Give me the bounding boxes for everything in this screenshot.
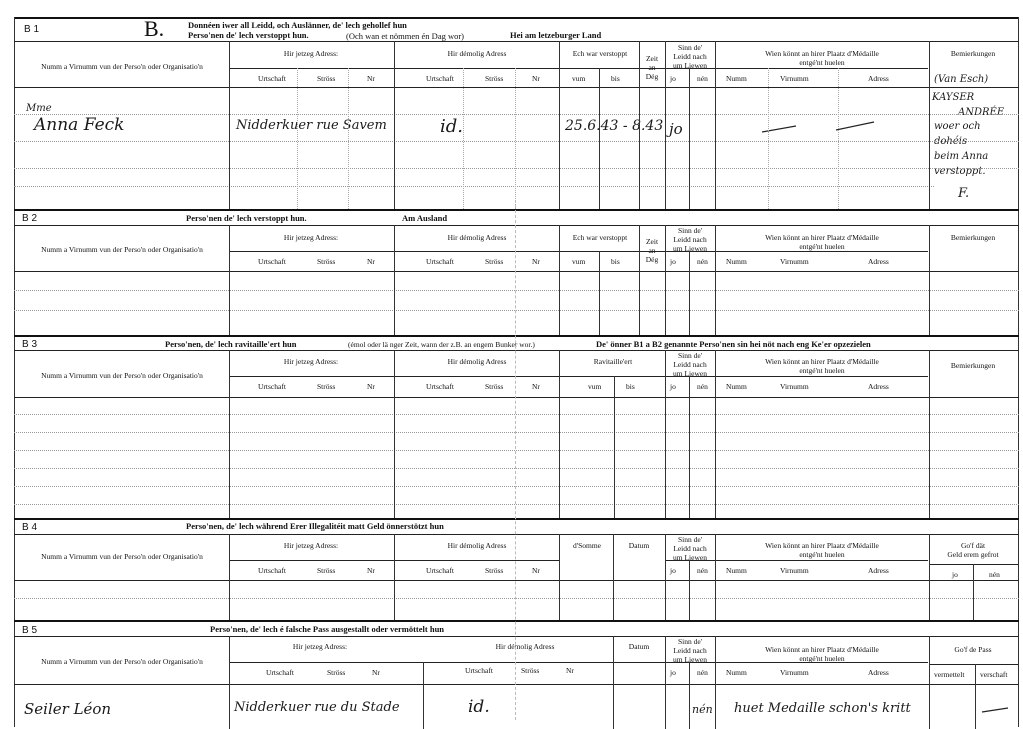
b5-col-pass: Go'f de Pass [954, 645, 992, 654]
b5-col-current: Hir jetzeg Adress: [292, 642, 348, 651]
b3-sub-nr: Nr [367, 382, 375, 391]
b2-sub-to: bis [611, 257, 620, 266]
b1-sub-from: vum [572, 74, 586, 83]
b1-hw-title: Mme [26, 103, 52, 114]
b1-hw-remark4: dohéis [934, 136, 968, 147]
b3-col-sinn: Sinn de' [677, 351, 703, 360]
b5-sub-no: nén [697, 668, 708, 677]
b4-vline [929, 534, 930, 620]
b2-subheader-line2 [666, 251, 928, 252]
b4-vline [229, 534, 230, 620]
b5-hw-no: nén [692, 703, 713, 716]
b1-sub-yes: jo [670, 74, 676, 83]
b3-vline [394, 350, 395, 518]
b4-col-medal: Wien könnt an hirer Plaatz d'Médaille [765, 541, 879, 550]
b5-vline [613, 636, 614, 729]
b2-col-sinn3: um Liewen [673, 244, 707, 253]
b1-vline-dot [838, 68, 839, 209]
b3-row-line [14, 432, 1019, 433]
b3-col-sinn2: Leidd nach [673, 360, 707, 369]
b1-sub-street-f: Ströss [485, 74, 504, 83]
b1-hw-address: Nidderkuer rue Savem [236, 118, 387, 133]
b4-vline [394, 534, 395, 620]
b1-vline [229, 41, 230, 209]
section-code-b2: B 2 [22, 213, 38, 224]
b1-vline-dot [297, 68, 298, 209]
b5-col-date: Datum [628, 642, 650, 651]
b4-col-current: Hir jetzeg Adress: [283, 541, 339, 550]
b3-row-line [14, 450, 1019, 451]
b5-sub-numm: Numm [726, 668, 747, 677]
b5-col-name: Numm a Virnumm vun der Perso'n oder Organisatio'n [41, 657, 203, 666]
b2-sub-place-f: Urtschaft [426, 257, 454, 266]
b5-vline [689, 662, 690, 729]
b5-vline [929, 636, 930, 729]
b1-vline [715, 41, 716, 209]
b1-col-time2: an [648, 63, 656, 72]
b5-sub-verm: vermettelt [934, 670, 965, 679]
b2-vline [229, 225, 230, 335]
b3-col-medal2: entgé'nt huelen [799, 366, 845, 375]
b3-row-line [14, 468, 1019, 469]
b4-title: Perso'nen, de' lech während Erer Illegalitéit matt Geld önnerstötzt hun [186, 521, 444, 531]
b2-top [14, 209, 1019, 211]
b1-vline [689, 68, 690, 209]
b5-col-former: Hir démolig Adress [495, 642, 555, 651]
b4-header-top [14, 534, 1019, 535]
b3-header-top [14, 350, 1019, 351]
b1-col-former: Hir démolig Adress [447, 49, 507, 58]
b3-vline [614, 376, 615, 518]
b4-col-medal2: entgé'nt huelen [799, 550, 845, 559]
b2-sub-nr-f: Nr [532, 257, 540, 266]
b5-header-bottom [14, 684, 1019, 685]
b2-vline [394, 225, 395, 335]
b1-col-medal: Wien könnt an hirer Plaatz d'Médaille [765, 49, 879, 58]
b4-sub-yes: jo [670, 566, 676, 575]
b5-vline [715, 636, 716, 729]
b2-row-line [14, 310, 1019, 311]
b2-vline [689, 251, 690, 335]
b2-sub-adress: Adress [868, 257, 889, 266]
b3-vline [929, 350, 930, 518]
b2-vline [639, 225, 640, 335]
b3-vline [559, 350, 560, 518]
b3-row-line [14, 486, 1019, 487]
b2-vline [665, 225, 666, 335]
center-fold-line [515, 200, 516, 720]
b3-sub-to: bis [626, 382, 635, 391]
b1-col-name: Numm a Virnumm vun der Perso'n oder Organisatio'n [41, 62, 203, 71]
b5-subheader-line2 [666, 662, 928, 663]
b5-sub-yes: jo [670, 668, 676, 677]
b1-vline [394, 41, 395, 209]
b3-sub-street: Ströss [317, 382, 336, 391]
b2-sub-street: Ströss [317, 257, 336, 266]
b2-vline [559, 225, 560, 335]
b4-vline [689, 560, 690, 620]
b3-col-remarks: Bemierkungen [950, 361, 996, 370]
b4-subheader-line3 [930, 564, 1018, 565]
b4-sub-no-gof: nén [989, 570, 1000, 579]
b5-subheader-line [230, 662, 665, 663]
b3-vline [229, 350, 230, 518]
frame-top [14, 17, 1019, 19]
b1-title-line2b: (Och wan et nömmen én Dag wor) [346, 31, 465, 41]
b4-sub-place-f: Urtschaft [426, 566, 454, 575]
b2-col-time3: Dég [645, 255, 659, 264]
b1-hw-sign: F. [958, 186, 970, 201]
b1-hw-name: Anna Feck [34, 115, 125, 135]
b1-col-time3: Dég [645, 72, 659, 81]
b5-sub-street-f: Ströss [521, 666, 540, 675]
b1-row-line [14, 141, 1019, 142]
b1-vline [559, 41, 560, 209]
b1-header-top [14, 41, 1019, 42]
b5-vline [665, 636, 666, 729]
b1-title-line2a: Perso'nen de' lech verstoppt hun. [188, 30, 309, 40]
b3-row-line [14, 504, 1019, 505]
b4-col-gof: Go'f dät [960, 541, 986, 550]
b1-hw-remark2: ANDRÉE [958, 107, 1005, 118]
b5-col-sinn3: um Liewen [673, 655, 707, 664]
b1-col-remarks: Bemierkungen [950, 49, 996, 58]
b2-header-top [14, 225, 1019, 226]
b1-row-line [14, 114, 1019, 115]
b5-sub-place: Urtschaft [266, 668, 294, 677]
b3-subheader-line [230, 376, 665, 377]
b4-col-sinn: Sinn de' [677, 535, 703, 544]
b3-title: Perso'nen, de' lech ravitaille'ert hun [165, 339, 297, 349]
b1-col-sinn2: Leidd nach [673, 52, 707, 61]
b1-sub-place-f: Urtschaft [426, 74, 454, 83]
b2-vline [929, 225, 930, 335]
b2-title-b: Am Ausland [402, 213, 448, 223]
b2-sub-from: vum [572, 257, 586, 266]
b2-sub-virnumm: Virnumm [780, 257, 809, 266]
b3-sub-nr-f: Nr [532, 382, 540, 391]
b4-sub-yes-gof: jo [952, 570, 958, 579]
b3-sub-virnumm: Virnumm [780, 382, 809, 391]
b4-col-sinn3: um Liewen [673, 553, 707, 562]
b2-col-remarks: Bemierkungen [950, 233, 996, 242]
section-code-b4: B 4 [22, 522, 38, 533]
b4-sub-street-f: Ströss [485, 566, 504, 575]
b1-title-line2c: Hei am letzeburger Land [510, 30, 602, 40]
b2-sub-no: nén [697, 257, 708, 266]
section-code-b5: B 5 [22, 625, 38, 636]
b2-col-current: Hir jetzeg Adress: [283, 233, 339, 242]
b5-sub-place-f: Urtschaft [465, 666, 493, 675]
section-letter: B. [144, 16, 165, 41]
b5-subheader-line3 [930, 664, 1018, 665]
b3-top [14, 335, 1019, 337]
b1-sub-adress: Adress [868, 74, 889, 83]
b4-top [14, 518, 1019, 520]
b4-vline [559, 534, 560, 620]
b4-header-bottom [14, 580, 1019, 581]
b1-vline [599, 68, 600, 209]
b4-vline [665, 534, 666, 620]
b3-col-rav: Ravitaille'ert [593, 357, 633, 366]
b2-col-time: Zeit [645, 237, 659, 246]
b3-vline [689, 376, 690, 518]
b4-col-sum: d'Somme [572, 541, 602, 550]
b1-vline-dot [348, 68, 349, 209]
b2-row-line [14, 290, 1019, 291]
b1-col-sinn: Sinn de' [677, 43, 703, 52]
b1-col-medal2: entgé'nt huelen [799, 58, 845, 67]
b1-col-sinn3: um Liewen [673, 61, 707, 70]
b2-title: Perso'nen de' lech verstoppt hun. [186, 213, 307, 223]
b1-sub-nr: Nr [367, 74, 375, 83]
section-code-b1: B 1 [24, 24, 40, 35]
b1-sub-no: nén [697, 74, 708, 83]
b2-col-time2: an [648, 246, 656, 255]
b3-col-sinn3: um Liewen [673, 369, 707, 378]
b1-vline-dot [515, 68, 516, 209]
section-code-b3: B 3 [22, 339, 38, 350]
b4-subheader-line [230, 560, 560, 561]
b3-vline [715, 350, 716, 518]
b3-sub-adress: Adress [868, 382, 889, 391]
b5-sub-street: Ströss [327, 668, 346, 677]
b4-col-sinn2: Leidd nach [673, 544, 707, 553]
b5-sub-versch: verschaft [980, 670, 1008, 679]
b2-vline [599, 251, 600, 335]
b1-sub-virnumm: Virnumm [780, 74, 809, 83]
b4-vline [973, 564, 974, 620]
b2-sub-nr: Nr [367, 257, 375, 266]
b1-hw-dates: 25.6.43 - 8.43 [565, 118, 664, 134]
b1-col-current: Hir jetzeg Adress: [283, 49, 339, 58]
b1-col-hidden: Ech war verstoppt [572, 49, 628, 58]
b4-col-gof2: Geld erem gefrot [947, 550, 999, 559]
b5-col-medal: Wien könnt an hirer Plaatz d'Médaille [765, 645, 879, 654]
b1-vline [665, 41, 666, 209]
b4-sub-place: Urtschaft [258, 566, 286, 575]
b1-sub-nr-f: Nr [532, 74, 540, 83]
b2-sub-numm: Numm [726, 257, 747, 266]
b1-col-time: Zeit [645, 54, 659, 63]
b2-col-sinn: Sinn de' [677, 226, 703, 235]
b5-sub-nr-f: Nr [566, 666, 574, 675]
b4-col-former: Hir démolig Adress [447, 541, 507, 550]
b4-vline [613, 534, 614, 620]
b1-hw-remark5: beim Anna [934, 151, 989, 162]
b3-row-line [14, 414, 1019, 415]
b3-col-name: Numm a Virnumm vun der Perso'n oder Organisatio'n [41, 371, 203, 380]
b3-sub-place-f: Urtschaft [426, 382, 454, 391]
b1-vline [639, 41, 640, 209]
b1-sub-place: Urtschaft [258, 74, 286, 83]
b5-top [14, 620, 1019, 622]
b2-sub-place: Urtschaft [258, 257, 286, 266]
b2-col-medal2: entgé'nt huelen [799, 242, 845, 251]
b5-col-sinn: Sinn de' [677, 637, 703, 646]
b1-row-line [14, 186, 934, 187]
b4-col-name: Numm a Virnumm vun der Perso'n oder Organisatio'n [41, 552, 203, 561]
b5-header-top [14, 636, 1019, 637]
b5-hw-name: Seiler Léon [24, 700, 112, 718]
b5-col-sinn2: Leidd nach [673, 646, 707, 655]
b3-col-current: Hir jetzeg Adress: [283, 357, 339, 366]
b4-col-date: Datum [628, 541, 650, 550]
b4-vline [715, 534, 716, 620]
b5-title: Perso'nen, de' lech é falsche Pass ausgestallt oder vermöttelt hun [210, 624, 445, 634]
b3-header-bottom [14, 397, 1019, 398]
b1-row-line [14, 168, 1019, 169]
b3-sub-yes: jo [670, 382, 676, 391]
b1-hw-remark0: (Van Esch) [934, 74, 989, 85]
b2-col-sinn2: Leidd nach [673, 235, 707, 244]
b3-subheader-line2 [666, 376, 928, 377]
b3-col-medal: Wien könnt an hirer Plaatz d'Médaille [765, 357, 879, 366]
b2-col-name: Numm a Virnumm vun der Perso'n oder Organisatio'n [41, 245, 203, 254]
b5-col-medal2: entgé'nt huelen [799, 654, 845, 663]
b4-sub-numm: Numm [726, 566, 747, 575]
b1-hw-remark6: verstoppt. [934, 166, 986, 177]
b4-sub-adress: Adress [868, 566, 889, 575]
b4-row-line [14, 598, 1019, 599]
b1-hw-former: id. [440, 116, 464, 137]
b5-hw-medal: huet Medaille schon's kritt [734, 701, 911, 716]
b1-vline-dot [768, 68, 769, 209]
b5-hw-address: Nidderkuer rue du Stade [234, 700, 400, 715]
b5-hw-former: id. [468, 697, 490, 717]
b3-sub-street-f: Ströss [485, 382, 504, 391]
b1-hw-yes: jo [669, 120, 683, 138]
b3-sub-from: vum [588, 382, 602, 391]
b1-vline-dot [463, 68, 464, 209]
b1-hw-remark3: woer och [934, 121, 981, 132]
b2-sub-street-f: Ströss [485, 257, 504, 266]
b3-vline [665, 350, 666, 518]
b4-sub-virnumm: Virnumm [780, 566, 809, 575]
b1-vline [929, 41, 930, 209]
b4-sub-nr: Nr [367, 566, 375, 575]
b2-sub-yes: jo [670, 257, 676, 266]
b4-sub-street: Ströss [317, 566, 336, 575]
b5-hw-tick-mark [978, 702, 1014, 718]
b5-sub-virnumm: Virnumm [780, 668, 809, 677]
b3-title-b: (émol oder lä nger Zeit, wann der z.B. an engem Bunker wor.) [348, 340, 535, 349]
b5-sub-nr: Nr [372, 668, 380, 677]
b5-sub-adress: Adress [868, 668, 889, 677]
b3-title-c: De' önner B1 a B2 genannte Perso'nen sin hei nöt nach eng Ke'er opzezielen [596, 339, 871, 349]
b1-sub-numm: Numm [726, 74, 747, 83]
b1-sub-street: Ströss [317, 74, 336, 83]
b2-col-medal: Wien könnt an hirer Plaatz d'Médaille [765, 233, 879, 242]
b2-col-former: Hir démolig Adress [447, 233, 507, 242]
b1-hw-remark1: KAYSER [932, 92, 975, 103]
b1-hw-medal-tick-marks [756, 118, 886, 140]
b1-title-line1: Donnéen iwer all Leidd, och Auslänner, de' lech gehollef hun [188, 20, 407, 30]
b3-sub-place: Urtschaft [258, 382, 286, 391]
b5-vline [975, 664, 976, 729]
b1-sub-to: bis [611, 74, 620, 83]
b5-vline [229, 636, 230, 729]
b1-subheader-line2 [666, 68, 928, 69]
b5-vline [423, 662, 424, 729]
b3-col-former: Hir démolig Adress [447, 357, 507, 366]
b3-sub-numm: Numm [726, 382, 747, 391]
b2-header-bottom [14, 271, 1019, 272]
b2-col-hidden: Ech war verstoppt [572, 233, 628, 242]
b3-sub-no: nén [697, 382, 708, 391]
b4-subheader-line2 [666, 560, 928, 561]
b2-vline [715, 225, 716, 335]
b1-header-bottom [14, 87, 1019, 88]
b4-sub-nr-f: Nr [532, 566, 540, 575]
b4-sub-no: nén [697, 566, 708, 575]
